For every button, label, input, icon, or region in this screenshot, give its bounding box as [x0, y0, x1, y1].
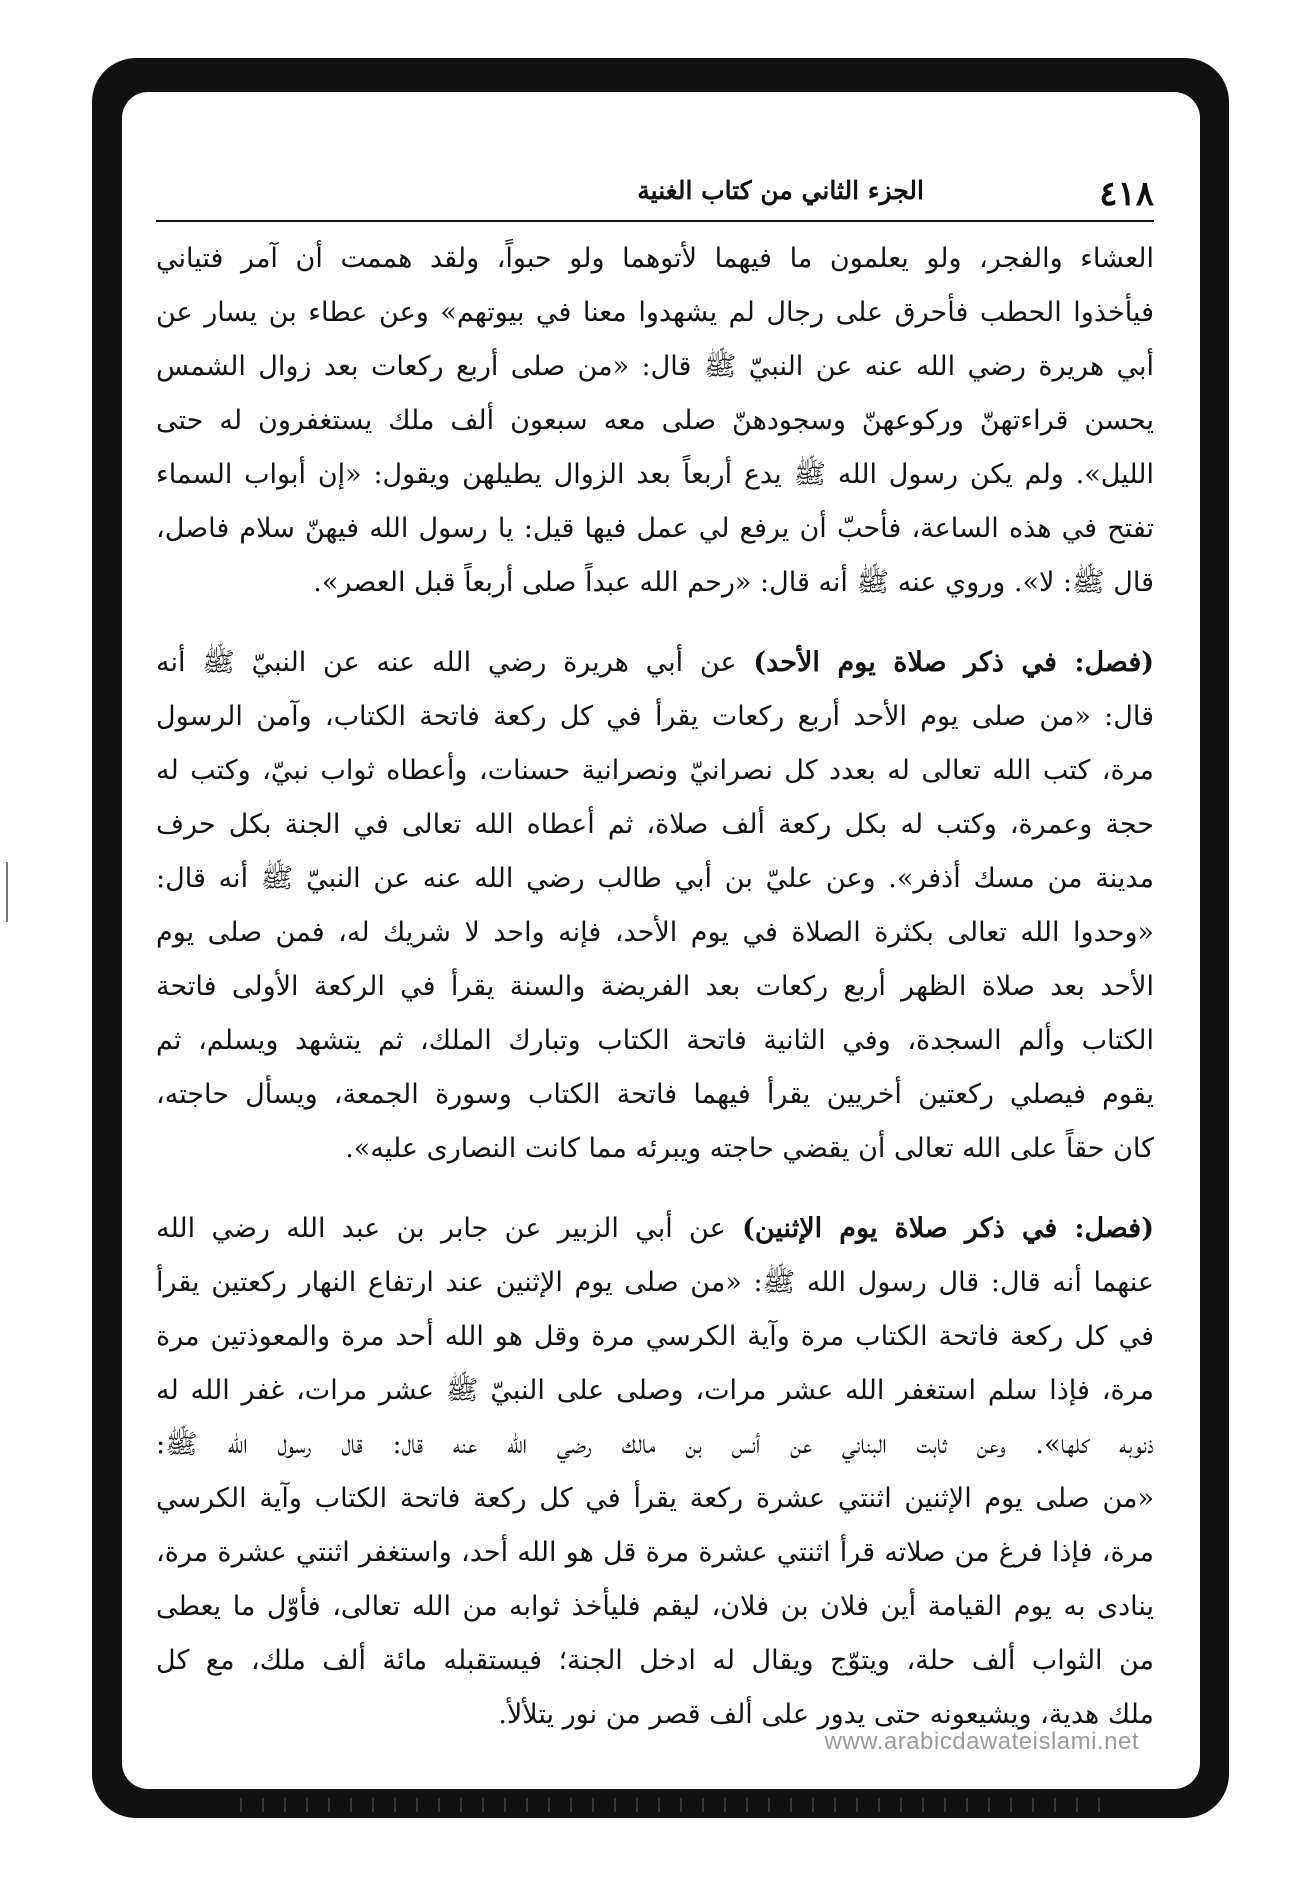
text-line: كان حقاً على الله تعالى أن يقضي حاجته ويبرئه مما كانت النصارى عليه».	[345, 1133, 1154, 1164]
page-header	[156, 170, 1154, 222]
text-line: مدينة من مسك أذفر». وعن عليّ بن أبي طالب رضي الله عنه عن النبيّ ﷺ أنه قال:	[156, 863, 1154, 894]
text-line: تفتح في هذه الساعة، فأحبّ أن يرفع لي عمل فيها قيل: يا رسول الله فيهنّ سلام فاصل،	[156, 513, 1154, 544]
watermark: www.arabicdawateislami.net	[824, 1728, 1139, 1755]
text-line	[156, 636, 1154, 690]
text-line: مرة، فإذا فرغ من صلاته قرأ اثنتي عشرة مرة قل هو الله أحد، واستغفر اثنتي عشرة مرة،	[156, 1537, 1154, 1568]
paragraph-sunday-prayer	[156, 636, 1154, 1176]
text-line: العشاء والفجر، ولو يعلمون ما فيهما لأتوهما ولو حبواً، ولقد هممت أن آمر فتياني	[156, 243, 1154, 274]
text-line: حجة وعمرة، وكتب له بكل ركعة ألف صلاة، ثم أعطاه الله تعالى في الجنة بكل حرف	[156, 809, 1154, 840]
text-line: في كل ركعة فاتحة الكتاب مرة وآية الكرسي مرة وقل هو الله أحد مرة والمعوذتين مرة	[156, 1321, 1154, 1352]
text-line: مرة، فإذا سلم استغفر الله عشر مرات، وصلى على النبيّ ﷺ عشر مرات، غفر الله له	[156, 1375, 1154, 1406]
margin-mark	[6, 862, 8, 922]
text-line: قال ﷺ: لا». وروي عنه ﷺ أنه قال: «رحم الله عبداً صلى أربعاً قبل العصر».	[313, 567, 1154, 598]
page-number: ٤١٨	[1099, 174, 1154, 214]
paragraph-monday-prayer	[156, 1202, 1154, 1742]
text-line: يقوم فيصلي ركعتين أخريين يقرأ فيهما فاتحة الكتاب وسورة الجمعة، ويسأل حاجته،	[156, 1079, 1154, 1110]
text-line: مرة، كتب الله تعالى له بعدد كل نصرانيّ ونصرانية حسنات، وأعطاه ثواب نبيّ، وكتب له	[156, 755, 1154, 786]
text-line: عنهما أنه قال: قال رسول الله ﷺ: «من صلى يوم الإثنين عند ارتفاع النهار ركعتين يقرأ	[156, 1267, 1154, 1298]
text-line: من الثواب ألف حلة، ويتوّج ويقال له ادخل الجنة؛ فيستقبله مائة ألف ملك، مع كل	[156, 1645, 1154, 1676]
text-line: الليل». ولم يكن رسول الله ﷺ يدع أربعاً بعد الزوال يطيلهن ويقول: «إن أبواب السماء	[156, 459, 1154, 490]
text-line: «وحدوا الله تعالى بكثرة الصلاة في يوم الأحد، فإنه واحد لا شريك له، فمن صلى يوم	[156, 917, 1154, 948]
text-line	[156, 1202, 1154, 1256]
heading-line-rest: عن أبي هريرة رضي الله عنه عن النبيّ ﷺ أنه	[156, 647, 737, 678]
text-line: «من صلى يوم الإثنين اثنتي عشرة ركعة يقرأ في كل ركعة فاتحة الكتاب وآية الكرسي	[156, 1483, 1154, 1514]
scan-artifact	[240, 1798, 1100, 1812]
heading-line-rest: عن أبي الزبير عن جابر بن عبد الله رضي الله	[156, 1213, 726, 1244]
text-line: ينادى به يوم القيامة أين فلان بن فلان، ليقم فليأخذ ثوابه من الله تعالى، فأوّل ما يعطى	[156, 1591, 1154, 1622]
text-line: أبي هريرة رضي الله عنه عن النبيّ ﷺ قال: «من صلى أربع ركعات بعد زوال الشمس	[156, 351, 1154, 382]
text-line: الكتاب وألم السجدة، وفي الثانية فاتحة الكتاب وتبارك الملك، ثم يتشهد ويسلم، ثم	[156, 1025, 1154, 1056]
text-line: قال: «من صلى يوم الأحد أربع ركعات يقرأ في كل ركعة فاتحة الكتاب، وآمن الرسول	[156, 701, 1154, 732]
body-text	[156, 232, 1154, 1742]
running-title: الجزء الثاني من كتاب الغنية	[637, 176, 924, 205]
text-line: الأحد بعد صلاة الظهر أربع ركعات بعد الفريضة والسنة يقرأ في الركعة الأولى فاتحة	[156, 971, 1154, 1002]
section-heading-sunday: (فصل: في ذكر صلاة يوم الأحد)	[753, 647, 1154, 678]
section-heading-monday: (فصل: في ذكر صلاة يوم الإثنين)	[742, 1213, 1154, 1244]
text-line: ملك هدية، ويشيعونه حتى يدور على ألف قصر من نور يتلألأ.	[498, 1699, 1154, 1730]
text-line: فيأخذوا الحطب فأحرق على رجال لم يشهدوا معنا في بيوتهم» وعن عطاء بن يسار عن	[156, 297, 1154, 328]
paragraph-1	[156, 232, 1154, 610]
text-line: يحسن قراءتهنّ وركوعهنّ وسجودهنّ صلى معه سبعون ألف ملك يستغفرون له حتى	[156, 405, 1154, 436]
text-line: ذنوبه كلها». وعن ثابت البناني عن أنس بن مالك رضي الله عنه قال: قال رسول الله ﷺ:	[156, 1429, 1154, 1460]
